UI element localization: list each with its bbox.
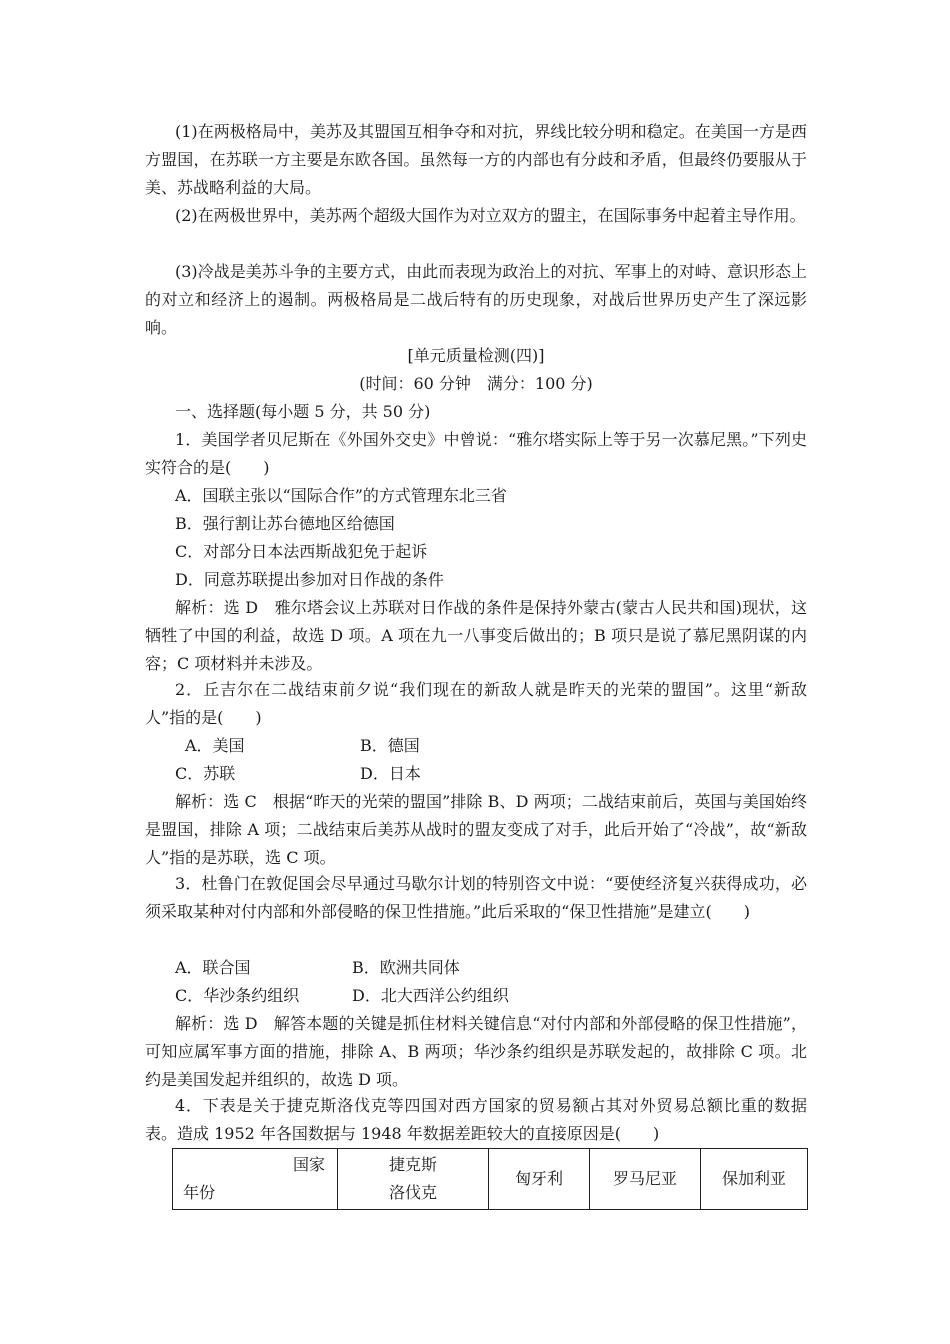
question-1-option-b: B．强行割让苏台德地区给德国 [175, 514, 395, 533]
question-3-option-d: D．北大西洋公约组织 [352, 986, 509, 1005]
question-2-analysis: 解析：选 C 根据“昨天的光荣的盟国”排除 B、D 两项；二战结束前后，英国与美国始终是盟国，排除 A 项；二战结束后美苏从战时的盟友变成了对手，此后开始了“冷战”，故“新敌人”指的是苏联，选 C 项。 [145, 792, 807, 867]
column-header-romania: 罗马尼亚 [590, 1149, 701, 1210]
trade-data-table [172, 1148, 808, 1210]
question-3-option-a: A．联合国 [175, 958, 251, 977]
question-1-option-d: D．同意苏联提出参加对日作战的条件 [175, 570, 444, 589]
intro-paragraph-1: (1)在两极格局中，美苏及其盟国互相争夺和对抗，界线比较分明和稳定。在美国一方是西方盟国，在苏联一方主要是东欧各国。虽然每一方的内部也有分歧和矛盾，但最终仍要服从于美、苏战略利益的大局。 [145, 122, 807, 197]
column-header-hungary: 匈牙利 [489, 1149, 590, 1210]
question-1-analysis: 解析：选 D 雅尔塔会议上苏联对日作战的条件是保持外蒙古(蒙古人民共和国)现状，这牺牲了中国的利益，故选 D 项。A 项在九一八事变后做出的；B 项只是说了慕尼黑阴谋的内容；C 项材料并未涉及。 [145, 598, 807, 673]
question-1-option-c: C．对部分日本法西斯战犯免于起诉 [175, 542, 428, 561]
test-subtitle: (时间：60 分钟 满分：100 分) [359, 374, 593, 393]
header-year-label: 年份 [183, 1183, 216, 1202]
question-1-stem: 1．美国学者贝尼斯在《外国外交史》中曾说：“雅尔塔实际上等于另一次慕尼黑。”下列史实符合的是( ) [145, 430, 807, 477]
section-heading: 一、选择题(每小题 5 分，共 50 分) [175, 402, 431, 421]
test-title: [单元质量检测(四)] [407, 346, 545, 365]
intro-paragraph-3: (3)冷战是美苏斗争的主要方式，由此而表现为政治上的对抗、军事上的对峙、意识形态上的对立和经济上的遏制。两极格局是二战后特有的历史现象，对战后世界历史产生了深远影响。 [145, 262, 807, 337]
question-3-analysis: 解析：选 D 解答本题的关键是抓住材料关键信息“对付内部和外部侵略的保卫性措施”，可知应属军事方面的措施，排除 A、B 两项；华沙条约组织是苏联发起的，故排除 C 项。北约是美国发起并组织的，故选 D 项。 [145, 1014, 807, 1089]
question-3-stem: 3．杜鲁门在敦促国会尽早通过马歇尔计划的特别咨文中说：“要使经济复兴获得成功，必须采取某种对付内部和外部侵略的保卫性措施。”此后采取的“保卫性措施”是建立( ) [145, 874, 807, 921]
question-2-stem: 2．丘吉尔在二战结束前夕说“我们现在的新敌人就是昨天的光荣的盟国”。这里“新敌人”指的是( ) [145, 680, 807, 727]
question-2-option-c: C．苏联 [175, 764, 236, 783]
table-corner-cell [173, 1149, 338, 1210]
question-4-stem: 4．下表是关于捷克斯洛伐克等四国对西方国家的贸易额占其对外贸易总额比重的数据表。造成 1952 年各国数据与 1948 年数据差距较大的直接原因是( ) [145, 1096, 807, 1143]
question-3-option-c: C．华沙条约组织 [175, 986, 300, 1005]
column-header-bulgaria: 保加利亚 [701, 1149, 808, 1210]
intro-paragraph-2: (2)在两极世界中，美苏两个超级大国作为对立双方的盟主，在国际事务中起着主导作用。 [175, 206, 806, 225]
question-2-option-b: B．德国 [360, 736, 420, 755]
question-2-option-a: A．美国 [185, 736, 245, 755]
header-country-label: 国家 [292, 1155, 325, 1174]
question-1-option-a: A．国联主张以“国际合作”的方式管理东北三省 [175, 486, 507, 505]
table-header-row [173, 1149, 808, 1210]
column-header-czechoslovakia: 捷克斯洛伐克 [338, 1149, 489, 1210]
question-3-option-b: B．欧洲共同体 [352, 958, 460, 977]
question-2-option-d: D．日本 [360, 764, 421, 783]
